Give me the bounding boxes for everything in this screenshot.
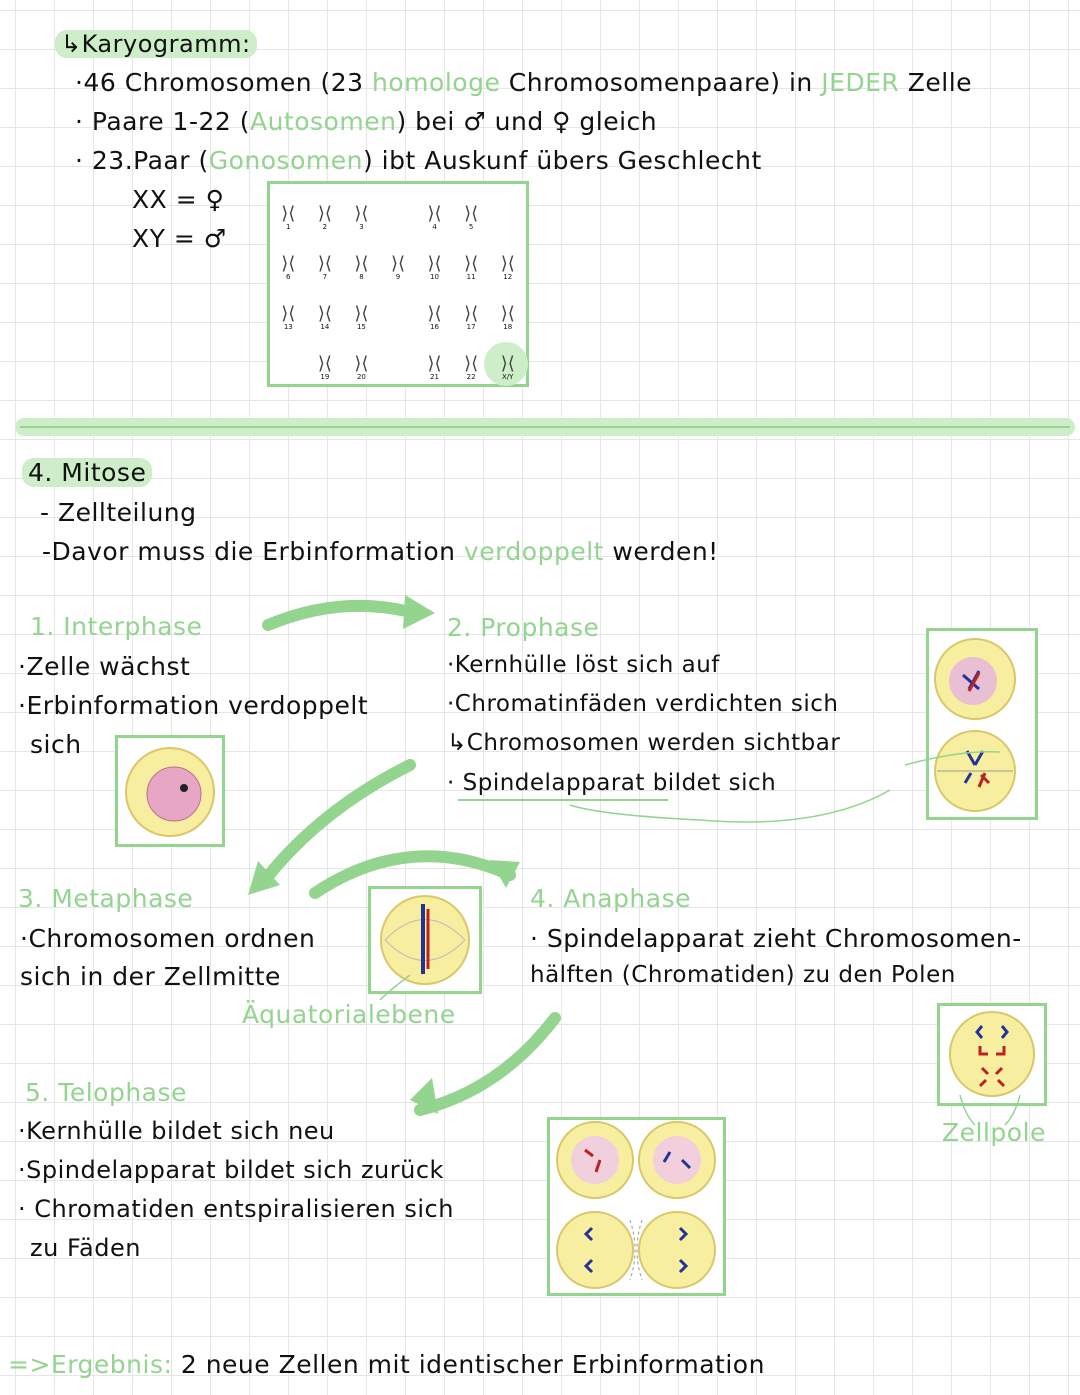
interphase-title: 1. Interphase [30, 612, 203, 641]
chromosome-glyph: ⟩⟨ [354, 303, 369, 324]
chromosome-pair [270, 184, 307, 234]
chromosome-pair [343, 234, 380, 284]
chromosome-label: 13 [283, 323, 293, 331]
chromosome-pair [416, 334, 453, 384]
prophase-item: ·Chromatinfäden verdichten sich [447, 691, 839, 717]
chromosome-label: 18 [503, 323, 513, 331]
chromosome-label: 22 [466, 373, 476, 381]
chromosome-pair [307, 284, 344, 334]
prophase-title: 2. Prophase [447, 613, 600, 642]
chromosome-pair [270, 234, 307, 284]
chromosome-pair [270, 284, 307, 334]
chromosome-glyph: ⟩⟨ [500, 303, 515, 324]
chromosome-label: 16 [430, 323, 440, 331]
chromosome-glyph: ⟩⟨ [464, 353, 479, 374]
chromosome-glyph: ⟩⟨ [354, 203, 369, 224]
telophase-item: ·Kernhülle bildet sich neu [18, 1117, 335, 1145]
chromosome-pair [489, 334, 526, 384]
chromosome-label: 11 [466, 273, 476, 281]
chromosome-glyph: ⟩⟨ [390, 253, 406, 274]
chromosome-glyph: ⟩⟨ [354, 353, 369, 374]
interphase-item: sich [30, 730, 82, 759]
chromosome-label: 10 [430, 273, 440, 281]
chromosome-pair [343, 284, 380, 334]
chromosome-glyph: ⟩⟨ [464, 303, 479, 324]
telophase-item: zu Fäden [30, 1234, 141, 1262]
chromosome-pair [416, 184, 453, 234]
anaphase-item: hälften (Chromatiden) zu den Polen [530, 962, 956, 988]
metaphase-item: sich in der Zellmitte [20, 962, 281, 991]
chromosome-label: 8 [359, 273, 364, 281]
chromosome-glyph: ⟩⟨ [281, 203, 296, 224]
chromosome-pair [453, 234, 490, 284]
chromosome-label: 15 [356, 323, 366, 331]
chromosome-pair [307, 334, 344, 384]
anaphase-item: · Spindelapparat zieht Chromosomen- [530, 924, 1022, 953]
chromosome-pair [453, 184, 490, 234]
metaphase-item: ·Chromosomen ordnen [20, 924, 316, 953]
chromosome-label: 6 [286, 273, 291, 281]
mitose-heading: 4. Mitose [22, 458, 152, 487]
telophase-item: · Chromatiden entspiralisieren sich [18, 1195, 454, 1223]
arrow-interphase-to-prophase [268, 606, 410, 625]
chromosome-glyph: ⟩⟨ [464, 203, 479, 224]
interphase-item: ·Zelle wächst [18, 652, 191, 681]
mitose-line1: - Zellteilung [40, 498, 197, 527]
karyogramm-line3: · 23.Paar (Gonosomen) ibt Auskunf übers Geschlecht [75, 146, 762, 175]
chromosome-pair [307, 234, 344, 284]
result-line: =>Ergebnis: 2 neue Zellen mit identischer Erbinformation [8, 1350, 765, 1379]
chromosome-glyph: ⟩⟨ [354, 253, 369, 274]
chromosome-label: 12 [503, 273, 513, 281]
chromosome-label: X/Y [501, 373, 514, 381]
chromosome-label: 4 [432, 223, 437, 231]
chromosome-label: 7 [322, 273, 328, 281]
chromosome-glyph: ⟩⟨ [317, 353, 332, 374]
chromosome-glyph: ⟩⟨ [281, 253, 296, 274]
chromosome-pair [453, 284, 490, 334]
prophase-item: · Spindelapparat bildet sich [447, 770, 777, 796]
aequatorialebene-label: Äquatorialebene [242, 1000, 456, 1029]
xx-female: XX = ♀ [132, 185, 225, 214]
chromosome-pair [307, 184, 344, 234]
chromosome-pair [380, 334, 417, 384]
chromosome-label: 17 [466, 323, 476, 331]
chromosome-glyph: ⟩⟨ [427, 303, 442, 324]
chromosome-label: 1 [286, 223, 291, 231]
telophase-title: 5. Telophase [25, 1078, 187, 1107]
prophase-item: ↳Chromosomen werden sichtbar [447, 730, 841, 756]
anaphase-title: 4. Anaphase [530, 884, 692, 913]
karyogramm-heading: ↳Karyogramm: [55, 30, 257, 58]
chromosome-pair [343, 184, 380, 234]
chromosome-label: 19 [320, 373, 330, 381]
chromosome-pair [380, 234, 417, 284]
chromosome-glyph: ⟩⟨ [427, 203, 442, 224]
mitose-line2: -Davor muss die Erbinformation verdoppelt werden! [42, 537, 719, 566]
chromosome-glyph: ⟩⟨ [427, 253, 442, 274]
chromosome-pair [453, 334, 490, 384]
chromosome-pair [489, 234, 526, 284]
chromosome-pair [270, 334, 307, 384]
chromosome-glyph: ⟩⟨ [500, 353, 515, 374]
zellpole-label: Zellpole [942, 1118, 1046, 1147]
chromosome-pair [343, 334, 380, 384]
chromosome-pair [416, 284, 453, 334]
chromosome-glyph: ⟩⟨ [317, 303, 332, 324]
interphase-item: ·Erbinformation verdoppelt [18, 691, 369, 720]
chromosome-pair [380, 284, 417, 334]
chromosome-label: 20 [356, 373, 366, 381]
metaphase-title: 3. Metaphase [18, 884, 194, 913]
chromosome-glyph: ⟩⟨ [500, 253, 515, 274]
chromosome-label: 3 [359, 223, 364, 231]
telophase-item: ·Spindelapparat bildet sich zurück [18, 1156, 444, 1184]
karyogramm-line1: ·46 Chromosomen (23 homologe Chromosomenpaare) in JEDER Zelle [75, 68, 973, 97]
chromosome-label: 9 [395, 273, 401, 281]
karyogramm-line2: · Paare 1-22 (Autosomen) bei ♂ und ♀ gleich [75, 107, 658, 136]
prophase-item: ·Kernhülle löst sich auf [447, 652, 720, 678]
chromosome-label: 5 [468, 223, 474, 231]
chromosome-glyph: ⟩⟨ [281, 303, 296, 324]
chromosome-glyph: ⟩⟨ [317, 253, 332, 274]
chromosome-glyph: ⟩⟨ [427, 353, 442, 374]
arrow-anaphase-to-telophase [420, 1018, 555, 1110]
chromosome-pair [416, 234, 453, 284]
arrow-metaphase-to-anaphase [315, 856, 510, 893]
karyogram-image [267, 181, 529, 387]
chromosome-label: 21 [430, 373, 440, 381]
chromosome-pair [489, 184, 526, 234]
chromosome-glyph: ⟩⟨ [317, 203, 332, 224]
chromosome-label: 2 [322, 223, 328, 231]
chromosome-label: 14 [320, 323, 330, 331]
chromosome-pair [380, 184, 417, 234]
xy-male: XY = ♂ [132, 224, 227, 253]
chromosome-pair [489, 284, 526, 334]
chromosome-glyph: ⟩⟨ [464, 253, 479, 274]
